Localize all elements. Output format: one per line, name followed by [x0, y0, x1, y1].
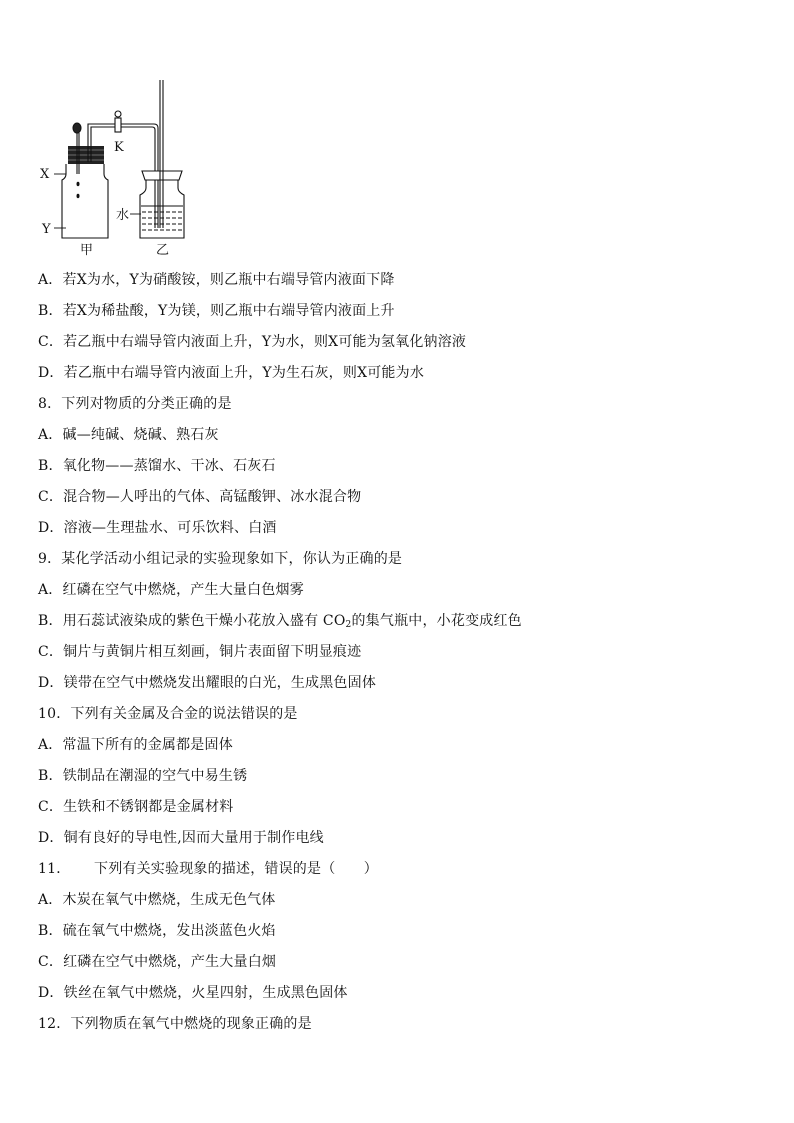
q11-option-d: D．铁丝在氧气中燃烧，火星四射，生成黑色固体 — [38, 985, 348, 1001]
q9-option-b-sub: 2 — [345, 620, 352, 630]
label-water: 水 — [116, 208, 130, 223]
stopper-yi — [142, 171, 182, 180]
q11-stem: 下列有关实验现象的描述，错误的是（ ） — [94, 861, 378, 877]
q9-stem: 9．某化学活动小组记录的实验现象如下，你认为正确的是 — [38, 551, 403, 567]
q12-stem: 12．下列物质在氧气中燃烧的现象正确的是 — [38, 1016, 312, 1032]
q9-option-a: A．红磷在空气中燃烧，产生大量白色烟雾 — [38, 582, 304, 598]
q8-option-b: B．氧化物——蒸馏水、干冰、石灰石 — [38, 458, 276, 474]
q7-option-b: B．若X为稀盐酸，Y为镁，则乙瓶中右端导管内液面上升 — [38, 303, 395, 319]
q8-stem: 8．下列对物质的分类正确的是 — [38, 396, 232, 412]
leader-lines — [54, 174, 66, 228]
q9-option-c: C．铜片与黄铜片相互刻画，铜片表面留下明显痕迹 — [38, 644, 362, 660]
water-yi — [130, 206, 183, 230]
label-yi: 乙 — [156, 243, 170, 258]
bottle-yi — [140, 180, 184, 238]
q10-option-d: D．铜有良好的导电性,因而大量用于制作电线 — [38, 830, 324, 846]
apparatus-figure — [36, 78, 206, 260]
q7-option-c: C．若乙瓶中右端导管内液面上升，Y为水，则X可能为氢氧化钠溶液 — [38, 334, 467, 350]
question-text — [38, 268, 758, 1043]
q10-option-b: B．铁制品在潮湿的空气中易生锈 — [38, 768, 248, 784]
q10-option-a: A．常温下所有的金属都是固体 — [38, 737, 233, 753]
q9-option-b-pre: B．用石蕊试液染成的紫色干燥小花放入盛有 CO — [38, 613, 346, 629]
q8-option-d: D．溶液—生理盐水、可乐饮料、白酒 — [38, 520, 277, 536]
q9-option-b — [38, 609, 758, 640]
q11-stem-line — [38, 857, 758, 888]
label-y: Y — [42, 222, 51, 237]
q8-option-a: A．碱—纯碱、烧碱、熟石灰 — [38, 427, 219, 443]
bottle-jia — [62, 164, 108, 238]
q8-option-c: C．混合物—人呼出的气体、高锰酸钾、冰水混合物 — [38, 489, 362, 505]
q7-option-d: D．若乙瓶中右端导管内液面上升，Y为生石灰，则X可能为水 — [38, 365, 425, 381]
label-x: X — [40, 167, 50, 182]
clamp-k — [115, 111, 121, 132]
q7-option-a: A．若X为水，Y为硝酸铵，则乙瓶中右端导管内液面下降 — [38, 272, 395, 288]
label-k: K — [114, 140, 124, 155]
stopper-jia — [68, 146, 104, 164]
apparatus-diagram — [36, 78, 206, 260]
q11-number: 11． — [38, 861, 71, 877]
q9-option-b-post: 的集气瓶中，小花变成红色 — [351, 613, 522, 629]
q11-option-b: B．硫在氧气中燃烧，发出淡蓝色火焰 — [38, 923, 276, 939]
q9-option-d: D．镁带在空气中燃烧发出耀眼的白光，生成黑色固体 — [38, 675, 377, 691]
q11-option-a: A．木炭在氧气中燃烧，生成无色气体 — [38, 892, 276, 908]
q11-option-c: C．红磷在空气中燃烧，产生大量白烟 — [38, 954, 277, 970]
q10-option-c: C．生铁和不锈钢都是金属材料 — [38, 799, 234, 815]
q10-stem: 10．下列有关金属及合金的说法错误的是 — [38, 706, 298, 722]
droplets — [77, 182, 80, 198]
label-jia: 甲 — [80, 243, 94, 258]
